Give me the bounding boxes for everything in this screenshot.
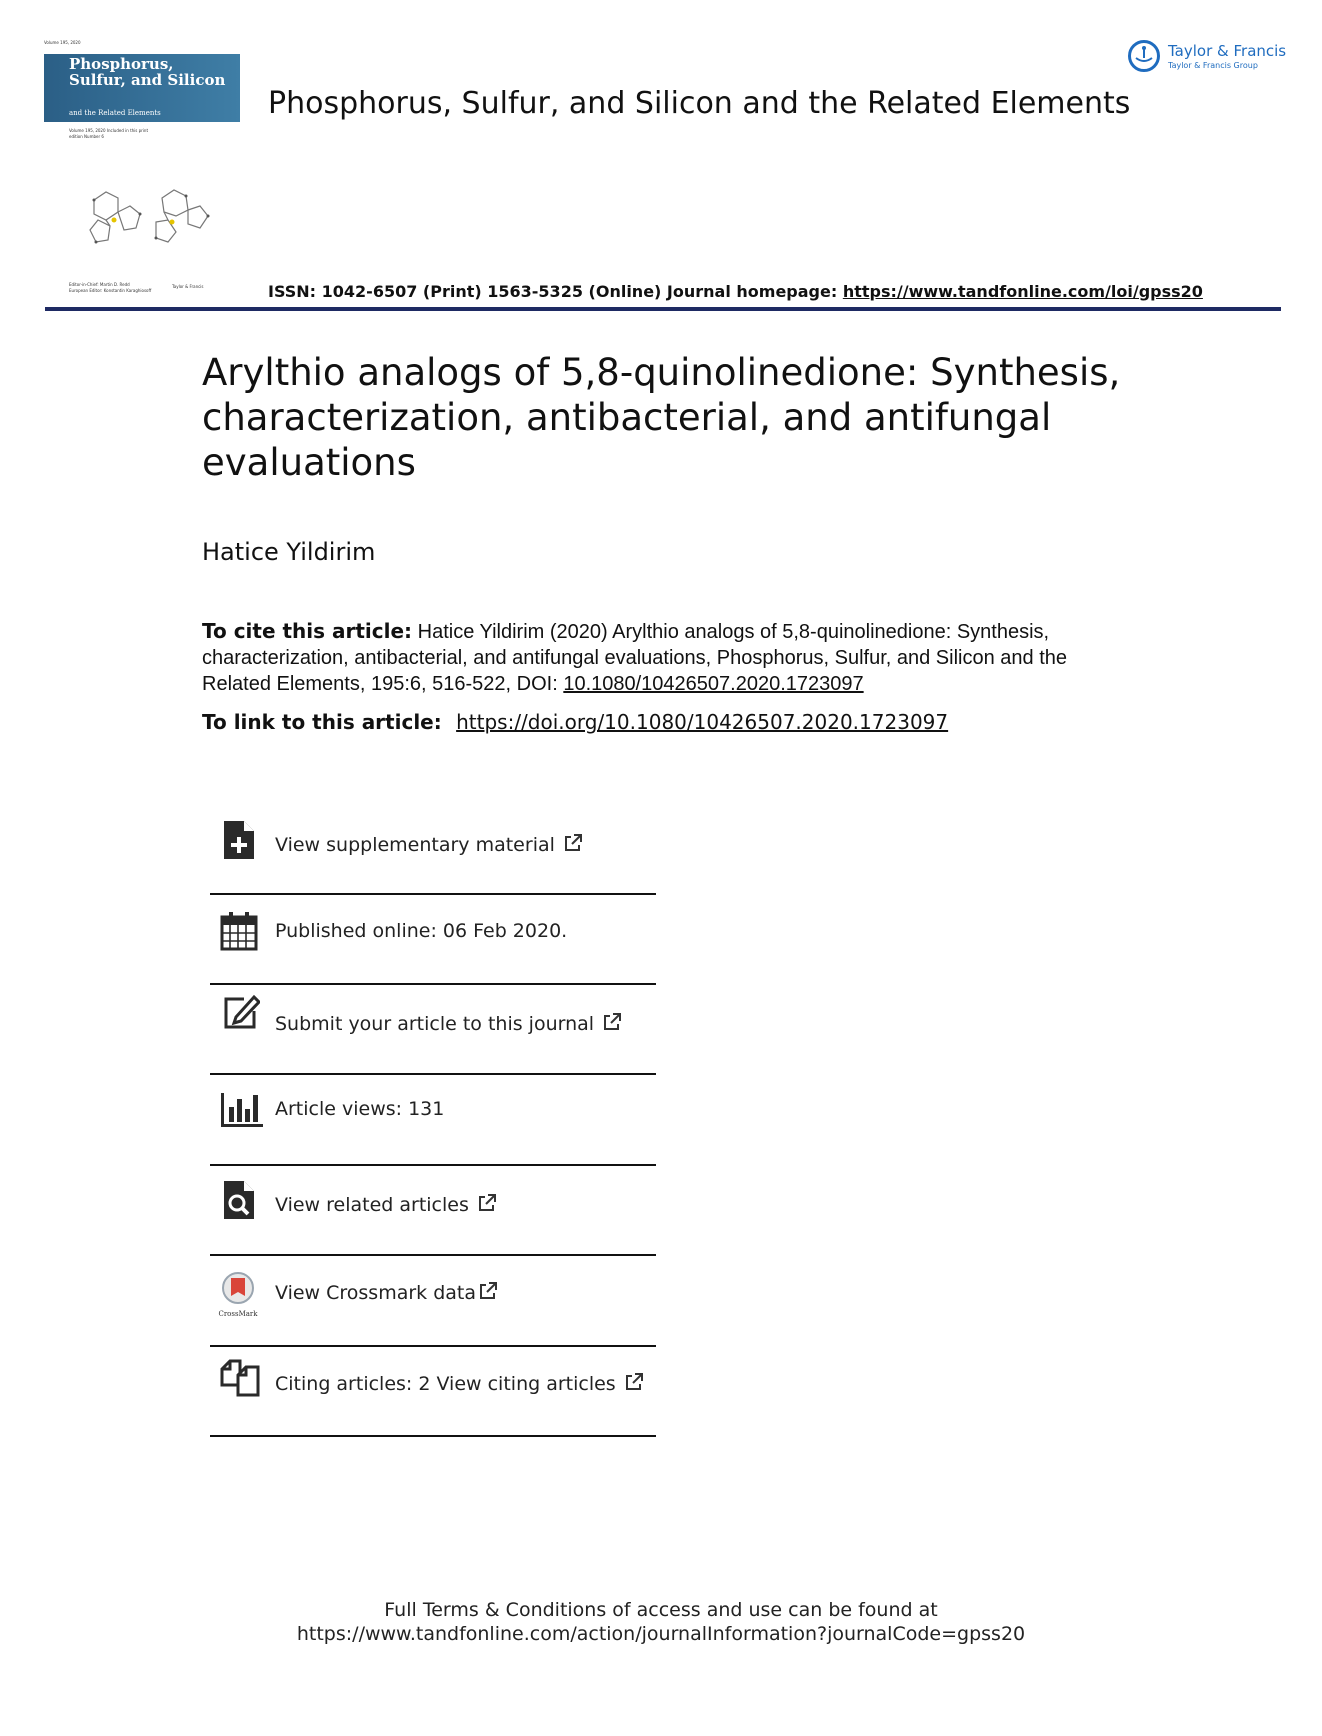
calendar-icon bbox=[220, 911, 260, 951]
molecule-illustration bbox=[84, 180, 214, 250]
edit-icon bbox=[220, 993, 260, 1033]
cover-volume-info: Volume 195, 2020 Included in this print edition Number 6 bbox=[69, 128, 149, 139]
citation-doi-link[interactable]: 10.1080/10426507.2020.1723097 bbox=[563, 673, 864, 695]
cover-volume-top: Volume 195, 2020 bbox=[44, 40, 81, 45]
info-row-submit[interactable] bbox=[210, 985, 656, 1075]
submit-label: Submit your article to this journal bbox=[275, 1013, 595, 1035]
external-link-icon bbox=[602, 1012, 622, 1032]
publisher-group: Taylor & Francis Group bbox=[1168, 61, 1258, 70]
citation-text: Hatice Yildirim (2020) Arylthio analogs of 5,8-quinolinedione: Synthesis, characterization, antibacterial, and antifungal evaluations, Phosphorus, Sulfur, and Silicon and the Related Elements, 195:6, 516-522, DOI: bbox=[202, 621, 1067, 695]
journal-cover bbox=[44, 40, 240, 292]
publisher-logo-icon bbox=[1128, 40, 1160, 72]
crossmark-icon bbox=[218, 1272, 262, 1316]
external-link-icon bbox=[563, 833, 583, 853]
crossmark-caption: CrossMark bbox=[218, 1310, 258, 1318]
issn-line bbox=[268, 282, 1203, 301]
info-row-label bbox=[275, 1193, 497, 1216]
crossmark-label: View Crossmark data bbox=[275, 1282, 477, 1304]
citing-label: Citing articles: 2 View citing articles bbox=[275, 1373, 616, 1395]
cover-editor-line: Editor-in-Chief: Martin D. Redd bbox=[69, 282, 130, 287]
file-plus-icon bbox=[220, 819, 260, 859]
cover-subtitle: and the Related Elements bbox=[69, 109, 161, 117]
footer bbox=[0, 1598, 1322, 1646]
info-row-published bbox=[210, 895, 656, 985]
info-row-label bbox=[275, 1372, 644, 1395]
related-label: View related articles bbox=[275, 1194, 469, 1216]
cover-title: Phosphorus, Sulfur, and Silicon bbox=[69, 55, 226, 89]
cover-editors bbox=[69, 282, 151, 294]
info-row-views bbox=[210, 1075, 656, 1166]
footer-line: Full Terms & Conditions of access and use can be found at bbox=[384, 1599, 938, 1621]
info-row-supplementary[interactable] bbox=[210, 815, 656, 895]
bar-chart-icon bbox=[220, 1089, 264, 1129]
article-title: Arylthio analogs of 5,8-quinolinedione: Synthesis, characterization, antibacterial, and antifungal evaluations bbox=[202, 351, 1121, 484]
article-doi-link[interactable]: https://doi.org/10.1080/10426507.2020.1723097 bbox=[456, 710, 949, 734]
info-row-crossmark[interactable] bbox=[210, 1256, 656, 1347]
link-label: To link to this article: bbox=[202, 710, 442, 734]
journal-homepage-link[interactable]: https://www.tandfonline.com/loi/gpss20 bbox=[842, 282, 1203, 301]
citation-label: To cite this article: bbox=[202, 619, 413, 643]
external-link-icon bbox=[624, 1372, 644, 1392]
search-document-icon bbox=[220, 1179, 260, 1219]
cover-editor-line: European Editor: Konstantin Karaghiosoff bbox=[69, 288, 152, 293]
publisher-name: Taylor & Francis bbox=[1168, 42, 1287, 60]
cover-publisher-logo: Taylor & Francis bbox=[172, 284, 204, 289]
article-views: Article views: 131 bbox=[275, 1098, 445, 1120]
footer-terms-link[interactable]: https://www.tandfonline.com/action/journalInformation?journalCode=gpss20 bbox=[296, 1623, 1026, 1645]
article-author: Hatice Yildirim bbox=[202, 538, 376, 566]
info-row-citing[interactable] bbox=[210, 1347, 656, 1437]
publisher-logo bbox=[1128, 40, 1288, 80]
published-date: Published online: 06 Feb 2020. bbox=[275, 920, 568, 942]
header-divider bbox=[45, 307, 1281, 311]
article-link-line bbox=[202, 710, 948, 734]
citation-block bbox=[202, 618, 1132, 697]
info-row-related[interactable] bbox=[210, 1166, 656, 1256]
external-link-icon bbox=[478, 1281, 498, 1301]
issn-text: ISSN: 1042-6507 (Print) 1563-5325 (Online) Journal homepage: bbox=[268, 282, 838, 301]
copy-documents-icon bbox=[220, 1357, 260, 1397]
external-link-icon bbox=[477, 1193, 497, 1213]
supplementary-label: View supplementary material bbox=[275, 834, 555, 856]
info-row-label bbox=[275, 833, 583, 856]
journal-title: Phosphorus, Sulfur, and Silicon and the Related Elements bbox=[268, 86, 1131, 121]
info-row-label bbox=[275, 1281, 498, 1304]
info-row-label bbox=[275, 1012, 622, 1035]
